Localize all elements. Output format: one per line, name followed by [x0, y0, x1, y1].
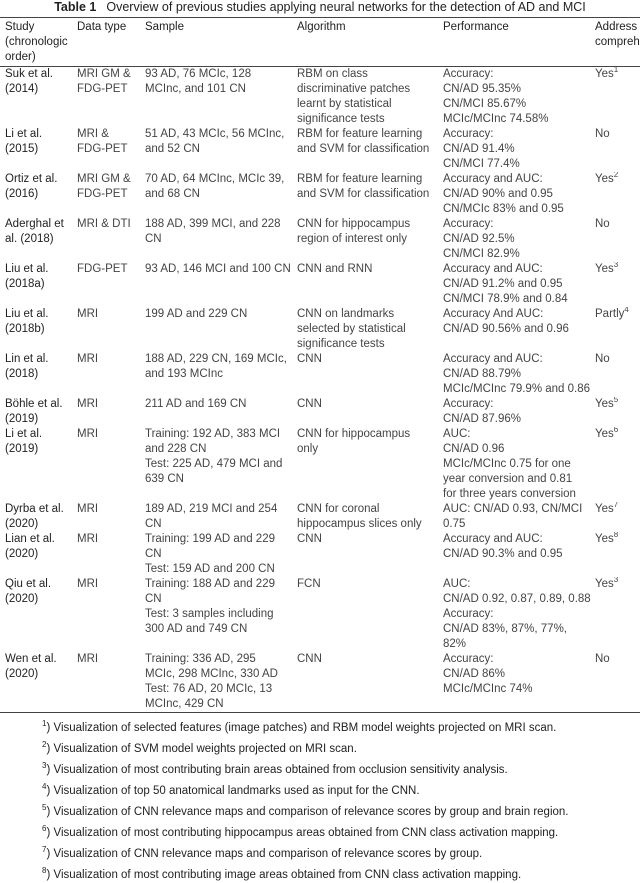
sample-cell: 93 AD, 76 MCIc, 128 MCInc, and 101 CN [145, 68, 252, 95]
study-cell: Ortiz et al. (2016) [5, 173, 58, 200]
performance-cell: Accuracy and AUC: CN/AD 91.2% and 0.95 CN/MCI 78.9% and 0.84 [443, 263, 568, 305]
address-value: No [595, 653, 610, 665]
data-type-cell: MRI [77, 428, 99, 440]
address-cell [595, 217, 640, 262]
algorithm-cell: CNN [297, 533, 322, 545]
footnote [42, 784, 640, 799]
performance-cell: AUC: CN/AD 0.96 MCIc/MCInc 0.75 for one year conversion and 0.81 for three years conversion [443, 428, 576, 500]
sample-cell: 199 AD and 229 CN [145, 308, 248, 320]
performance-cell: Accuracy and AUC: CN/AD 90.3% and 0.95 [443, 533, 563, 560]
study-cell: Suk et al. (2014) [5, 68, 53, 95]
algorithm-cell: CNN on landmarks selected by statistical significance tests [297, 308, 406, 350]
performance-cell: AUC: CN/AD 0.92, 0.87, 0.89, 0.88 Accuracy: CN/AD 83%, 87%, 77%, 82% [443, 578, 591, 650]
header-algorithm: Algorithm [297, 21, 346, 33]
sample-cell: Training: 336 AD, 295 MCIc, 298 MCInc, 330 AD Test: 76 AD, 20 MCIc, 13 MCInc, 429 CN [145, 653, 278, 710]
footnote-mark: 3 [42, 761, 47, 771]
header-row [0, 18, 640, 67]
algorithm-cell: CNN [297, 353, 322, 365]
sample-cell: 189 AD, 219 MCI and 254 CN [145, 503, 278, 530]
performance-cell: Accuracy: CN/AD 92.5% CN/MCI 82.9% [443, 218, 520, 260]
sample-cell: Training: 192 AD, 383 MCI and 228 CN Test: 225 AD, 479 MCI and 639 CN [145, 428, 283, 485]
footnote [42, 826, 640, 841]
header-address: Address compreh [595, 21, 640, 48]
studies-table-wrapper [0, 17, 640, 713]
address-value: Yes [595, 578, 614, 590]
data-type-cell: MRI [77, 398, 99, 410]
data-type-cell: MRI [77, 503, 99, 515]
address-cell [595, 502, 640, 532]
performance-cell: Accuracy: CN/AD 91.4% CN/MCI 77.4% [443, 128, 520, 170]
address-cell [595, 67, 640, 128]
address-cell [595, 397, 640, 427]
study-cell: Li et al. (2015) [5, 128, 43, 155]
table-row [0, 352, 640, 397]
address-cell [595, 172, 640, 217]
data-type-cell: MRI [77, 533, 99, 545]
performance-cell: Accuracy: CN/AD 95.35% CN/MCI 85.67% MCIc/MCInc 74.58% [443, 68, 549, 125]
study-cell: Wen et al. (2020) [5, 653, 57, 680]
address-cell [595, 352, 640, 397]
data-type-cell: MRI GM & FDG-PET [77, 68, 131, 95]
table-label: Table 1 [54, 0, 97, 14]
study-cell: Aderghal et al. (2018) [5, 218, 64, 245]
sample-cell: 188 AD, 399 MCI, and 228 CN [145, 218, 281, 245]
sample-cell: Training: 188 AD and 229 CN Test: 3 samples including 300 AD and 749 CN [145, 578, 275, 635]
table-row [0, 262, 640, 307]
sample-cell: 211 AD and 169 CN [145, 398, 247, 410]
footnote-mark: 5 [613, 397, 619, 405]
table-body [0, 67, 640, 713]
address-cell [595, 262, 640, 307]
footnote-mark: 4 [42, 782, 47, 792]
footnote-mark: 6 [42, 824, 47, 834]
table-row [0, 172, 640, 217]
footnote-mark: 7 [42, 845, 47, 855]
performance-cell: Accuracy and AUC: CN/AD 88.79% MCIc/MCInc 79.9% and 0.86 [443, 353, 591, 395]
address-value: Yes [595, 263, 614, 275]
table-row [0, 577, 640, 652]
header-performance: Performance [443, 21, 509, 33]
address-value: Yes [595, 68, 614, 80]
algorithm-cell: RBM for feature learning and SVM for classification [297, 173, 430, 200]
address-value: No [595, 353, 610, 365]
footnote-text: ) Visualization of CNN relevance maps and comparison of relevance scores by group and brain region. [46, 806, 569, 818]
header-study: Study (chronologic order) [5, 21, 68, 63]
footnote-mark: 1 [613, 66, 619, 75]
data-type-cell: MRI [77, 308, 99, 320]
address-cell [595, 577, 640, 652]
footnote-text: ) Visualization of most contributing image areas obtained from CNN class activation mapping. [46, 869, 522, 881]
data-type-cell: MRI & DTI [77, 218, 131, 230]
address-value: Yes [595, 503, 614, 515]
table-title: Overview of previous studies applying neural networks for the detection of AD and MCI [106, 0, 586, 14]
address-value: Yes [595, 533, 614, 545]
study-cell: Liu et al. (2018a) [5, 263, 49, 290]
sample-cell: Training: 199 AD and 229 CN Test: 159 AD and 200 CN [145, 533, 275, 575]
performance-cell: Accuracy and AUC: CN/AD 90% and 0.95 CN/MCIc 83% and 0.95 [443, 173, 564, 215]
footnote-mark: 3 [613, 262, 619, 270]
footnote [42, 847, 640, 862]
address-value: No [595, 128, 610, 140]
algorithm-cell: RBM on class discriminative patches learnt by statistical significance tests [297, 68, 411, 125]
footnote-text: ) Visualization of CNN relevance maps and comparison of relevance scores by group. [46, 848, 483, 860]
algorithm-cell: CNN for hippocampus only [297, 428, 411, 455]
table-row [0, 127, 640, 172]
footnote-text: ) Visualization of selected features (image patches) and RBM model weights projected on MRI scan. [46, 722, 557, 734]
sample-cell: 51 AD, 43 MCIc, 56 MCInc, and 52 CN [145, 128, 285, 155]
footnote-mark: 4 [624, 307, 629, 315]
footnote [42, 721, 640, 736]
data-type-cell: MRI [77, 353, 99, 365]
footnote-text: ) Visualization of top 50 anatomical landmarks used as input for the CNN. [46, 785, 420, 797]
header-sample: Sample [145, 21, 184, 33]
data-type-cell: MRI & FDG-PET [77, 128, 128, 155]
study-cell: Böhle et al. (2019) [5, 398, 63, 425]
address-value: Yes [595, 173, 614, 185]
table-row [0, 652, 640, 713]
algorithm-cell: CNN and RNN [297, 263, 373, 275]
sample-cell: 188 AD, 229 CN, 169 MCIc, and 193 MCInc [145, 353, 287, 380]
address-value: Partly [595, 308, 625, 320]
data-type-cell: FDG-PET [77, 263, 128, 275]
performance-cell: Accuracy: CN/AD 87.96% [443, 398, 521, 425]
footnote-mark: 8 [613, 532, 619, 540]
footnote-mark: 2 [42, 740, 47, 750]
address-cell [595, 652, 640, 713]
algorithm-cell: CNN for hippocampus region of interest only [297, 218, 411, 245]
footnote [42, 763, 640, 778]
address-cell [595, 427, 640, 502]
table-row [0, 67, 640, 128]
table-row [0, 427, 640, 502]
performance-cell: Accuracy And AUC: CN/AD 90.56% and 0.96 [443, 308, 569, 335]
study-cell: Lian et al. (2020) [5, 533, 55, 560]
table-row [0, 397, 640, 427]
data-type-cell: MRI GM & FDG-PET [77, 173, 131, 200]
data-type-cell: MRI [77, 653, 99, 665]
footnote-text: ) Visualization of most contributing brain areas obtained from occlusion sensitivity analysis. [46, 764, 508, 776]
sample-cell: 93 AD, 146 MCI and 100 CN [145, 263, 291, 275]
study-cell: Qiu et al. (2020) [5, 578, 52, 605]
footnote [42, 742, 640, 757]
study-cell: Dyrba et al. (2020) [5, 503, 64, 530]
performance-cell: AUC: CN/AD 0.93, CN/MCI 0.75 [443, 503, 583, 530]
address-value: Yes [595, 428, 614, 440]
algorithm-cell: FCN [297, 578, 321, 590]
address-cell [595, 127, 640, 172]
study-cell: Lin et al. (2018) [5, 353, 49, 380]
footnote-mark: 1 [42, 719, 47, 729]
footnote-mark: 8 [42, 866, 47, 876]
algorithm-cell: CNN [297, 398, 322, 410]
table-row [0, 502, 640, 532]
address-cell [595, 307, 640, 352]
footnote-mark: 7 [613, 502, 619, 510]
study-cell: Liu et al. (2018b) [5, 308, 49, 335]
table-row [0, 217, 640, 262]
footnote [42, 805, 640, 820]
studies-table [0, 17, 640, 713]
sample-cell: 70 AD, 64 MCInc, MCIc 39, and 68 CN [145, 173, 285, 200]
address-value: Yes [595, 398, 614, 410]
footnote-mark: 6 [613, 427, 619, 435]
algorithm-cell: RBM for feature learning and SVM for classification [297, 128, 430, 155]
performance-cell: Accuracy: CN/AD 86% MCIc/MCInc 74% [443, 653, 533, 695]
table-row [0, 307, 640, 352]
study-cell: Li et al. (2019) [5, 428, 43, 455]
address-cell [595, 532, 640, 577]
footnote-mark: 3 [613, 577, 619, 585]
algorithm-cell: CNN for coronal hippocampus slices only [297, 503, 422, 530]
footnote-mark: 5 [42, 803, 47, 813]
footnotes [0, 721, 640, 883]
address-value: No [595, 218, 610, 230]
algorithm-cell: CNN [297, 653, 322, 665]
footnote-mark: 2 [613, 172, 619, 180]
footnote-text: ) Visualization of SVM model weights projected on MRI scan. [46, 743, 357, 755]
table-row [0, 532, 640, 577]
header-data-type: Data type [77, 21, 127, 33]
footnote [42, 868, 640, 883]
data-type-cell: MRI [77, 578, 99, 590]
table-caption [0, 0, 640, 17]
footnote-text: ) Visualization of most contributing hippocampus areas obtained from CNN class activation mapping. [46, 827, 559, 839]
